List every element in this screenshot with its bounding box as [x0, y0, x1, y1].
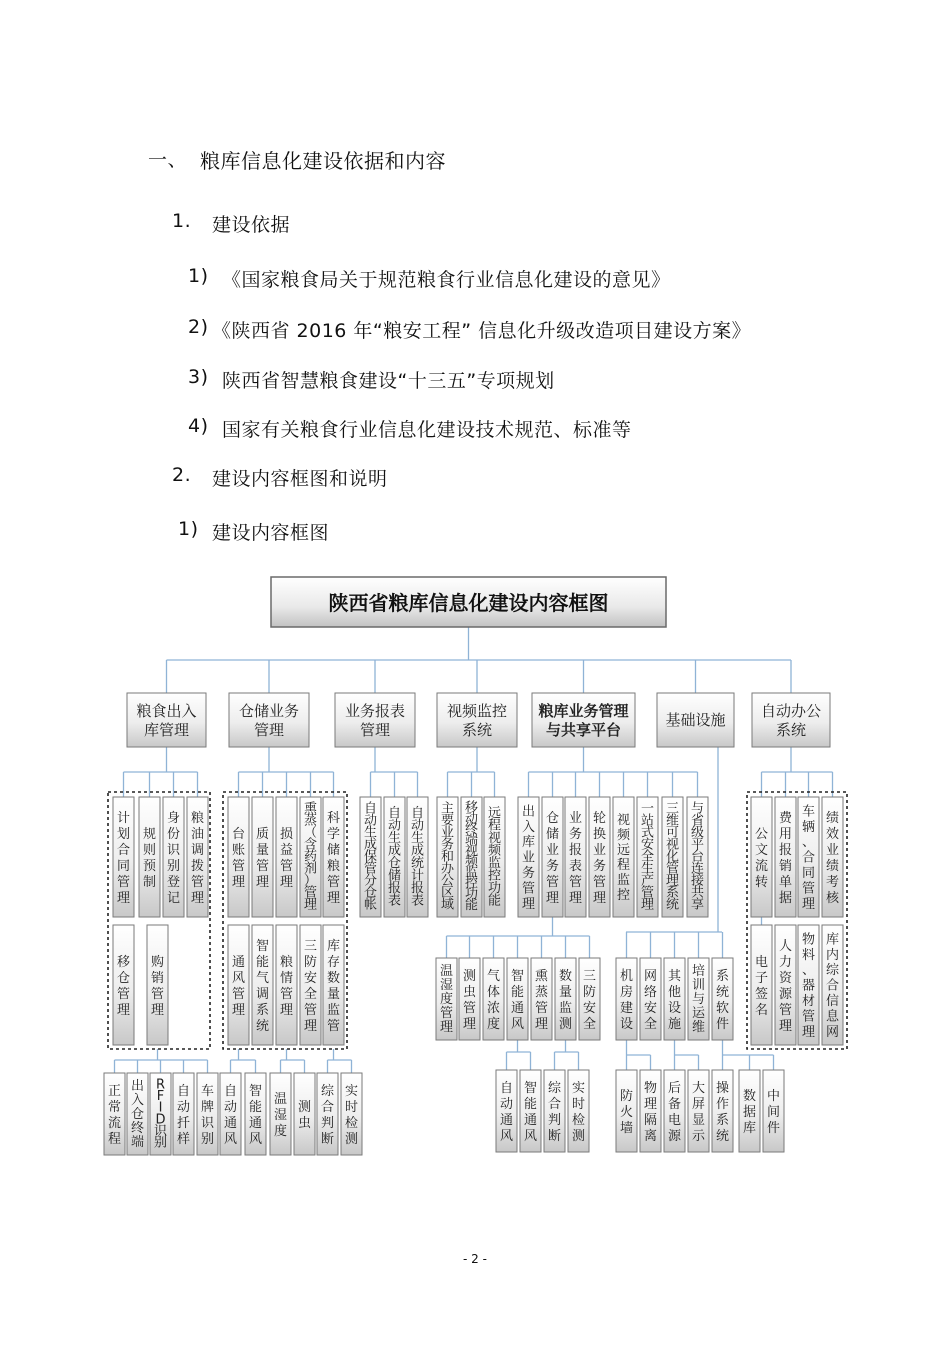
svg-text:主要业务和办公区域: 主要业务和办公区域: [440, 801, 455, 913]
svg-text:其他设施: 其他设施: [667, 968, 682, 1032]
svg-text:绩效业绩考核: 绩效业绩考核: [825, 810, 840, 906]
section-1-title: 建设依据: [212, 214, 291, 236]
leaf-box: [228, 797, 249, 917]
leaf-box: [687, 797, 708, 917]
leaf-box: [751, 797, 772, 917]
svg-text:物理隔离: 物理隔离: [643, 1080, 658, 1144]
basis-3-text: 陕西省智慧粮食建设“十三五”专项规划: [222, 370, 555, 392]
svg-text:粮情管理: 粮情管理: [279, 954, 294, 1018]
svg-text:粮油调拨管理: 粮油调拨管理: [190, 810, 205, 906]
svg-text:与共享平台: 与共享平台: [545, 721, 622, 739]
category-box-4: [437, 693, 517, 747]
section-2-num: 2.: [172, 464, 192, 486]
leaf-box: [739, 1070, 760, 1152]
svg-text:一站式安全生产管理: 一站式安全生产管理: [640, 801, 655, 913]
svg-text:三防安全管理: 三防安全管理: [303, 938, 318, 1034]
svg-text:陕西省粮库信息化建设内容框图: 陕西省粮库信息化建设内容框图: [328, 591, 609, 615]
sub-1-num: 1): [178, 518, 199, 540]
svg-text:自动生成仓储报表: 自动生成仓储报表: [387, 806, 402, 909]
svg-text:熏蒸（含药剂）管理: 熏蒸（含药剂）管理: [303, 801, 318, 913]
leaf-box: [616, 958, 637, 1040]
svg-text:三防安全: 三防安全: [582, 968, 597, 1032]
leaf-box: [822, 925, 843, 1045]
svg-text:数量监测: 数量监测: [558, 968, 573, 1032]
svg-text:远程视频监控功能: 远程视频监控功能: [487, 806, 502, 909]
svg-text:熏蒸管理: 熏蒸管理: [534, 968, 549, 1032]
leaf-box: [775, 797, 796, 917]
leaf-box: [822, 797, 843, 917]
leaf-box: [662, 797, 683, 917]
leaf-box: [163, 797, 184, 917]
leaf-box: [276, 925, 297, 1045]
svg-text:后备电源: 后备电源: [667, 1080, 682, 1144]
svg-text:培训与运维: 培训与运维: [691, 964, 706, 1036]
leaf-box: [323, 797, 344, 917]
svg-text:出入库业务管理: 出入库业务管理: [521, 804, 536, 912]
category-box-2: [229, 693, 309, 747]
leaf-box: [294, 1073, 315, 1155]
svg-text:与省级平台连接共享: 与省级平台连接共享: [690, 801, 705, 913]
leaf-box: [341, 1073, 362, 1155]
svg-text:车牌识别: 车牌识别: [200, 1083, 215, 1147]
basis-1-num: 1): [188, 265, 209, 287]
svg-text:物料、器材管理: 物料、器材管理: [801, 932, 816, 1040]
leaf-box: [360, 797, 381, 917]
leaf-box: [589, 797, 610, 917]
svg-text:智能通风: 智能通风: [523, 1080, 538, 1144]
leaf-box: [518, 797, 539, 917]
svg-text:台账管理: 台账管理: [231, 826, 246, 890]
svg-text:损益管理: 损益管理: [279, 826, 294, 890]
svg-text:费用报销单据: 费用报销单据: [778, 810, 793, 906]
leaf-box: [763, 1070, 784, 1152]
svg-text:综合判断: 综合判断: [547, 1080, 562, 1144]
leaf-box: [187, 797, 208, 917]
svg-text:系统: 系统: [775, 721, 807, 739]
leaf-box: [436, 958, 457, 1040]
leaf-box: [520, 1070, 541, 1152]
category-box-5: [532, 693, 635, 747]
svg-text:移动终端视频监控功能: 移动终端视频监控功能: [464, 800, 479, 913]
svg-text:质量管理: 质量管理: [255, 826, 270, 890]
svg-text:操作系统: 操作系统: [715, 1080, 730, 1144]
svg-text:电子签名: 电子签名: [754, 954, 769, 1018]
sub-1-title: 建设内容框图: [212, 522, 330, 544]
svg-text:身份识别登记: 身份识别登记: [166, 810, 181, 906]
basis-1-text: 《国家粮食局关于规范粮食行业信息化建设的意见》: [222, 269, 671, 291]
leaf-box: [150, 1073, 171, 1155]
leaf-box: [507, 958, 528, 1040]
svg-text:自动扦样: 自动扦样: [176, 1083, 191, 1147]
leaf-box: [798, 925, 819, 1045]
svg-text:业务报表: 业务报表: [344, 702, 406, 720]
leaf-box: [613, 797, 634, 917]
svg-text:购销管理: 购销管理: [150, 954, 165, 1018]
leaf-box: [384, 797, 405, 917]
svg-text:自动办公: 自动办公: [760, 702, 822, 720]
svg-text:机房建设: 机房建设: [619, 968, 634, 1032]
svg-text:通风管理: 通风管理: [231, 954, 246, 1018]
svg-text:出入仓终端: 出入仓终端: [130, 1079, 145, 1151]
leaf-box: [245, 1073, 266, 1155]
leaf-box: [640, 958, 661, 1040]
svg-text:正常流程: 正常流程: [107, 1083, 122, 1147]
leaf-box: [139, 797, 160, 917]
svg-text:管理: 管理: [359, 721, 391, 739]
svg-text:智能通风: 智能通风: [510, 968, 525, 1032]
leaf-box: [688, 1070, 709, 1152]
basis-3-num: 3): [188, 366, 209, 388]
leaf-box: [484, 797, 505, 917]
leaf-box: [568, 1070, 589, 1152]
svg-text:人力资源管理: 人力资源管理: [778, 938, 793, 1034]
svg-text:系统: 系统: [461, 721, 493, 739]
leaf-box: [751, 925, 772, 1045]
svg-text:网络安全: 网络安全: [643, 968, 658, 1032]
leaf-box: [323, 925, 344, 1045]
svg-text:视频远程监控: 视频远程监控: [616, 813, 631, 903]
leaf-box: [542, 797, 563, 917]
leaf-box: [127, 1073, 148, 1155]
leaf-box: [270, 1073, 291, 1155]
leaf-box: [252, 797, 273, 917]
svg-text:自动通风: 自动通风: [223, 1083, 238, 1147]
svg-text:仓储业务管理: 仓储业务管理: [545, 810, 560, 906]
leaf-box: [775, 925, 796, 1045]
leaf-box: [113, 925, 134, 1045]
heading: 粮库信息化建设依据和内容: [200, 149, 446, 173]
svg-text:测虫管理: 测虫管理: [462, 968, 477, 1032]
leaf-box: [252, 925, 273, 1045]
svg-text:移仓管理: 移仓管理: [116, 954, 131, 1018]
leaf-box: [220, 1073, 241, 1155]
svg-text:库内综合信息网: 库内综合信息网: [825, 932, 840, 1040]
leaf-box: [276, 797, 297, 917]
leaf-box: [688, 958, 709, 1040]
svg-text:数据库: 数据库: [742, 1088, 757, 1136]
svg-text:实时检测: 实时检测: [571, 1080, 586, 1144]
leaf-box: [637, 797, 658, 917]
leaf-box: [640, 1070, 661, 1152]
svg-text:自动生成保管分仓帐: 自动生成保管分仓帐: [363, 801, 378, 913]
basis-2-text: 《陕西省 2016 年“粮安工程” 信息化升级改造项目建设方案》: [212, 320, 752, 342]
svg-text:公文流转: 公文流转: [754, 826, 769, 890]
diagram-title: [271, 577, 666, 627]
leaf-box: [483, 958, 504, 1040]
svg-text:温湿度管理: 温湿度管理: [439, 964, 454, 1036]
svg-text:车辆、合同管理: 车辆、合同管理: [801, 804, 816, 912]
svg-text:业务报表管理: 业务报表管理: [568, 810, 583, 906]
svg-text:轮换业务管理: 轮换业务管理: [592, 810, 607, 906]
category-box-6: [657, 693, 734, 747]
svg-text:自动生成统计报表: 自动生成统计报表: [410, 806, 425, 909]
leaf-box: [531, 958, 552, 1040]
svg-text:气体浓度: 气体浓度: [486, 968, 501, 1032]
leaf-box: [104, 1073, 125, 1155]
leaf-box: [437, 797, 458, 917]
leaf-box: [407, 797, 428, 917]
leaf-box: [228, 925, 249, 1045]
leaf-box: [461, 797, 482, 917]
leaf-box: [197, 1073, 218, 1155]
svg-text:视频监控: 视频监控: [446, 702, 508, 720]
svg-text:粮食出入: 粮食出入: [136, 702, 197, 720]
leaf-box: [579, 958, 600, 1040]
svg-text:RFID识别: R F I D 识别: [153, 1077, 168, 1151]
svg-text:仓储业务: 仓储业务: [238, 702, 300, 720]
svg-text:测虫: 测虫: [297, 1099, 312, 1131]
leaf-box: [496, 1070, 517, 1152]
section-1-num: 1.: [172, 210, 192, 232]
heading-num: 一、: [148, 149, 188, 171]
svg-text:科学储粮管理: 科学储粮管理: [326, 810, 341, 906]
leaf-box: [664, 1070, 685, 1152]
leaf-box: [616, 1070, 637, 1152]
leaf-box: [798, 797, 819, 917]
category-box-3: [335, 693, 415, 747]
svg-text:库管理: 库管理: [143, 721, 190, 739]
svg-text:自动通风: 自动通风: [499, 1080, 514, 1144]
svg-text:实时检测: 实时检测: [344, 1083, 359, 1147]
svg-text:温湿度: 温湿度: [273, 1091, 288, 1139]
svg-text:防火墙: 防火墙: [619, 1088, 634, 1136]
leaf-box: [712, 1070, 733, 1152]
leaf-box: [565, 797, 586, 917]
leaf-box: [712, 958, 733, 1040]
leaf-box: [459, 958, 480, 1040]
svg-text:大屏显示: 大屏显示: [691, 1080, 706, 1144]
svg-text:智能通风: 智能通风: [248, 1083, 263, 1147]
basis-2-num: 2): [188, 316, 209, 338]
svg-text:管理: 管理: [253, 721, 285, 739]
leaf-box: [173, 1073, 194, 1155]
svg-text:系统软件: 系统软件: [715, 968, 730, 1032]
leaf-box: [300, 925, 321, 1045]
svg-text:规则预制: 规则预制: [142, 826, 157, 890]
svg-text:中间件: 中间件: [766, 1088, 781, 1136]
svg-text:综合判断: 综合判断: [320, 1083, 335, 1147]
category-box-1: [127, 693, 206, 747]
basis-4-text: 国家有关粮食行业信息化建设技术规范、标准等: [222, 419, 632, 441]
leaf-box: [555, 958, 576, 1040]
leaf-box: [317, 1073, 338, 1155]
svg-text:粮库业务管理: 粮库业务管理: [538, 702, 629, 720]
svg-text:计划合同管理: 计划合同管理: [116, 810, 131, 906]
svg-text:库存数量监管: 库存数量监管: [326, 938, 341, 1034]
section-2-title: 建设内容框图和说明: [212, 468, 388, 490]
category-box-7: [752, 693, 830, 747]
svg-text:智能气调系统: 智能气调系统: [255, 938, 270, 1034]
basis-4-num: 4): [188, 415, 209, 437]
svg-text:三维可视化管理系统: 三维可视化管理系统: [665, 801, 680, 913]
leaf-box: [113, 797, 134, 917]
leaf-box: [300, 797, 321, 917]
page-number: - 2 -: [463, 1252, 487, 1266]
svg-text:基础设施: 基础设施: [665, 711, 726, 729]
leaf-box: [664, 958, 685, 1040]
leaf-box: [544, 1070, 565, 1152]
leaf-box: [147, 925, 168, 1045]
